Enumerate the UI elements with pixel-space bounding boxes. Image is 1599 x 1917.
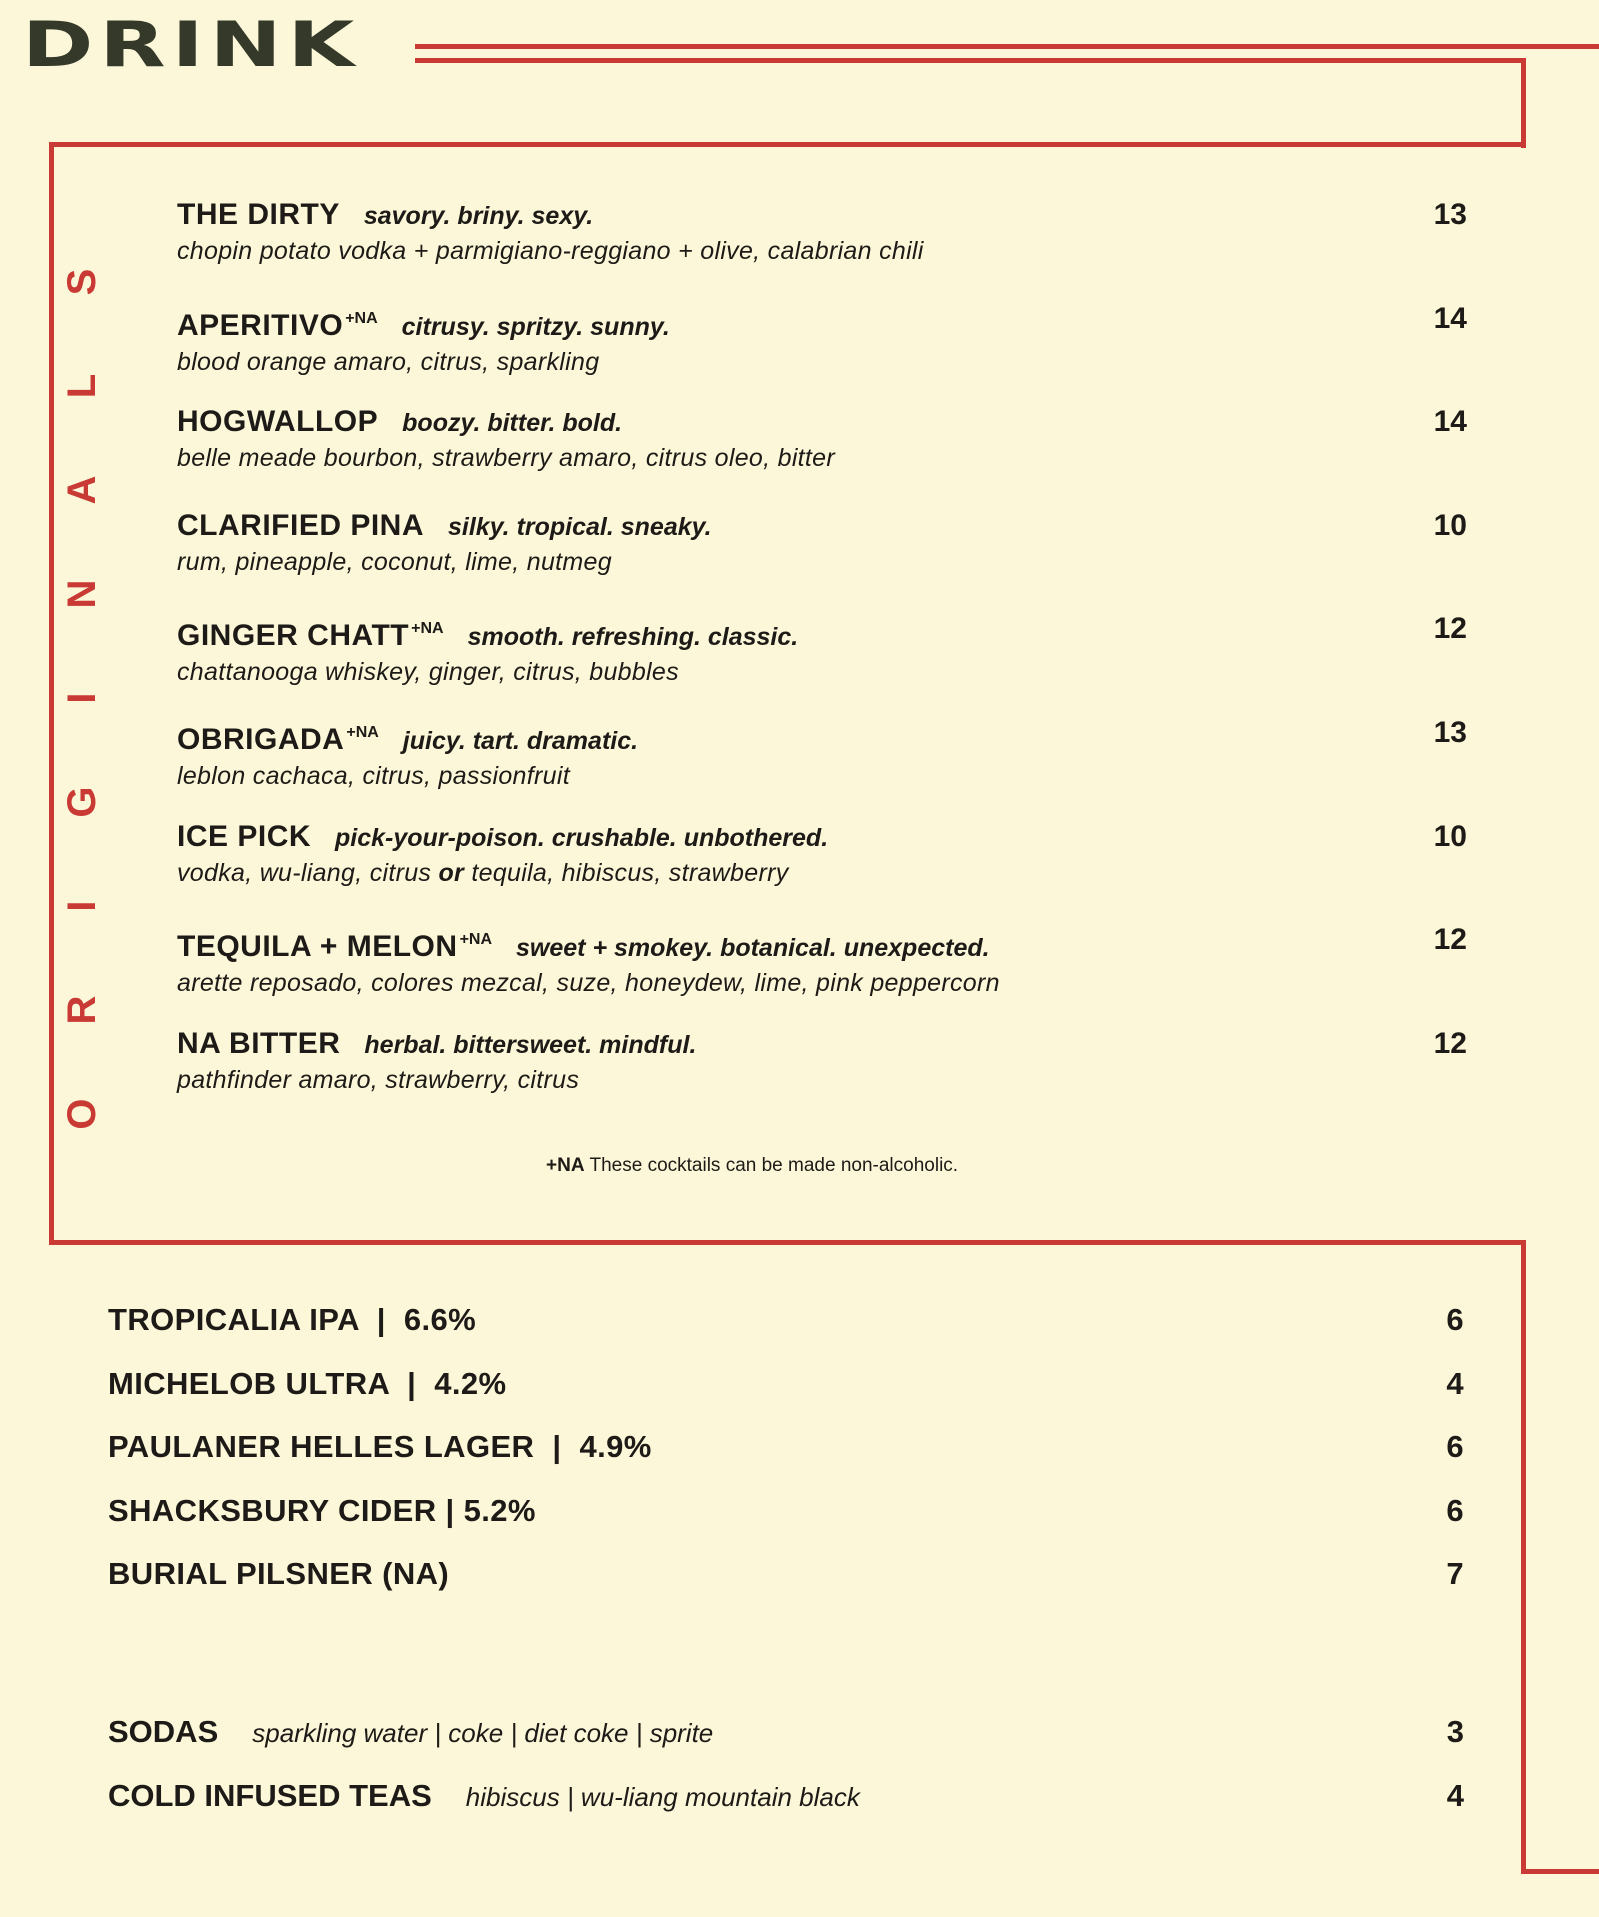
cocktail-tagline: savory. briny. sexy. [363, 202, 594, 230]
cocktail-tagline: sweet + smokey. botanical. unexpected. [516, 934, 990, 963]
beer-label: PAULANER HELLES LAGER | 4.9% [108, 1429, 652, 1465]
cocktail-ingredients: chopin potato vodka + parmigiano-reggiano + olive, calabrian chili [177, 237, 924, 265]
cocktail-heading [177, 1026, 1467, 1063]
ingredient-part: tequila, hibiscus, strawberry [464, 858, 789, 887]
cocktail-ingredients: leblon cachaca, citrus, passionfruit [177, 761, 570, 790]
frame-bottom-stub [1521, 1869, 1599, 1874]
beer-label: MICHELOB ULTRA | 4.2% [108, 1365, 507, 1401]
ingredient-part: vodka, wu-liang, citrus [177, 858, 439, 887]
beer-label: TROPICALIA IPA | 6.6% [108, 1302, 477, 1337]
soft-drink-name: SODAS [108, 1714, 219, 1749]
cocktail-tagline: herbal. bittersweet. mindful. [364, 1030, 697, 1059]
cocktail-ingredients: pathfinder amaro, strawberry, citrus [177, 1065, 580, 1094]
cocktail-price: 13 [1433, 198, 1467, 231]
beer-price: 6 [1446, 1302, 1464, 1337]
cocktail-name: ICE PICK [177, 819, 312, 853]
cocktail-item [177, 301, 1467, 405]
na-badge: +NA [411, 620, 444, 638]
cocktail-heading [177, 508, 1467, 545]
beer-price: 6 [1446, 1492, 1464, 1528]
cocktail-name: APERITIVO [177, 308, 344, 342]
footnote-text: These cocktails can be made non-alcoholic. [584, 1155, 959, 1176]
cocktail-tagline: juicy. tart. dramatic. [402, 726, 639, 755]
cocktail-tagline: smooth. refreshing. classic. [467, 623, 799, 652]
beer-label: BURIAL PILSNER (NA) [108, 1556, 450, 1592]
cocktail-ingredients: arette reposado, colores mezcal, suze, honeydew, lime, pink peppercorn [177, 969, 1000, 998]
beer-price: 6 [1446, 1429, 1464, 1465]
cocktail-heading [177, 301, 1467, 345]
section-label-letter: N [60, 579, 104, 609]
frame-middle [49, 1240, 1526, 1245]
section-label-letter: A [60, 475, 104, 505]
cocktail-name: OBRIGADA [177, 722, 345, 756]
cocktail-ingredients: blood orange amaro, citrus, sparkling [177, 347, 600, 376]
section-label-letter: I [60, 692, 104, 704]
cocktail-name: CLARIFIED PINA [177, 508, 424, 542]
cocktail-tagline: pick-your-poison. crushable. unbothered. [335, 823, 829, 852]
frame-right-lower [1521, 1240, 1526, 1874]
cocktail-price: 12 [1433, 1026, 1467, 1060]
cocktail-name: THE DIRTY [177, 198, 340, 231]
cocktail-tagline: citrusy. spritzy. sunny. [401, 312, 670, 341]
beer-price: 7 [1446, 1556, 1464, 1592]
cocktail-heading [177, 611, 1467, 655]
cocktail-heading [177, 715, 1467, 759]
cocktail-ingredients: chattanooga whiskey, ginger, citrus, bubbles [177, 658, 679, 687]
beer-price: 4 [1446, 1365, 1464, 1401]
cocktail-price: 14 [1433, 301, 1467, 335]
soft-drink-options: sparkling water | coke | diet coke | sprite [252, 1718, 714, 1748]
soft-drink-price: 4 [1446, 1778, 1464, 1813]
header-rule-bottom [415, 58, 1526, 63]
beer-item [108, 1364, 1464, 1428]
cocktail-price: 12 [1433, 923, 1467, 957]
soft-drink-item [108, 1712, 1464, 1776]
cocktail-name: NA BITTER [177, 1026, 341, 1060]
frame-top [49, 142, 1526, 147]
na-badge: +NA [346, 723, 379, 741]
cocktail-item [177, 819, 1467, 923]
cocktail-price: 13 [1433, 715, 1467, 749]
beer-list [108, 1300, 1464, 1618]
soft-drink-item [108, 1776, 1464, 1840]
cocktail-name: TEQUILA + MELON [177, 930, 458, 964]
cocktail-list [177, 197, 1467, 1129]
beer-item [108, 1300, 1464, 1364]
cocktail-price: 10 [1433, 819, 1467, 853]
cocktail-name: GINGER CHATT [177, 619, 410, 653]
soft-drink-name: COLD INFUSED TEAS [108, 1778, 432, 1813]
section-label-letter: R [60, 995, 104, 1025]
na-badge: +NA [345, 309, 378, 327]
cocktail-item [177, 922, 1467, 1026]
soft-drinks-list [108, 1712, 1464, 1840]
beer-item [108, 1427, 1464, 1491]
section-label-letter: S [60, 268, 104, 296]
frame-left [49, 142, 54, 1245]
cocktail-item [177, 404, 1467, 508]
header-rule-top [415, 44, 1599, 49]
cocktail-heading [177, 922, 1467, 966]
cocktail-item [177, 1026, 1467, 1130]
cocktail-item [177, 508, 1467, 612]
section-label-letter: I [60, 900, 104, 912]
frame-right-upper [1521, 58, 1526, 148]
soft-drink-price: 3 [1446, 1714, 1464, 1749]
cocktail-ingredients: rum, pineapple, coconut, lime, nutmeg [177, 547, 612, 576]
section-label-letter: O [60, 1098, 104, 1130]
ingredient-part: or [438, 858, 465, 887]
na-badge: +NA [459, 931, 493, 949]
cocktail-heading [177, 197, 1467, 234]
cocktail-item [177, 715, 1467, 819]
beer-item [108, 1554, 1464, 1618]
section-label-letter: G [60, 786, 104, 818]
cocktail-item [177, 197, 1467, 301]
cocktail-ingredients [177, 856, 1467, 890]
cocktail-price: 12 [1433, 612, 1467, 646]
cocktail-ingredients: belle meade bourbon, strawberry amaro, citrus oleo, bitter [177, 444, 835, 473]
cocktail-price: 14 [1433, 405, 1467, 439]
cocktail-heading [177, 819, 1467, 856]
non-alcoholic-footnote [546, 1155, 958, 1177]
cocktail-tagline: boozy. bitter. bold. [402, 409, 623, 438]
menu-logo: DRINK [22, 8, 361, 81]
cocktail-price: 10 [1433, 508, 1467, 542]
originals-section-label [60, 230, 132, 1166]
section-label-letter: L [60, 373, 104, 399]
beer-item [108, 1491, 1464, 1555]
soft-drink-options: hibiscus | wu-liang mountain black [465, 1782, 860, 1812]
cocktail-tagline: silky. tropical. sneaky. [448, 512, 712, 541]
cocktail-name: HOGWALLOP [177, 405, 379, 439]
beer-label: SHACKSBURY CIDER | 5.2% [108, 1492, 536, 1528]
cocktail-heading [177, 404, 1467, 441]
cocktail-item [177, 611, 1467, 715]
na-mark: +NA [546, 1155, 585, 1176]
